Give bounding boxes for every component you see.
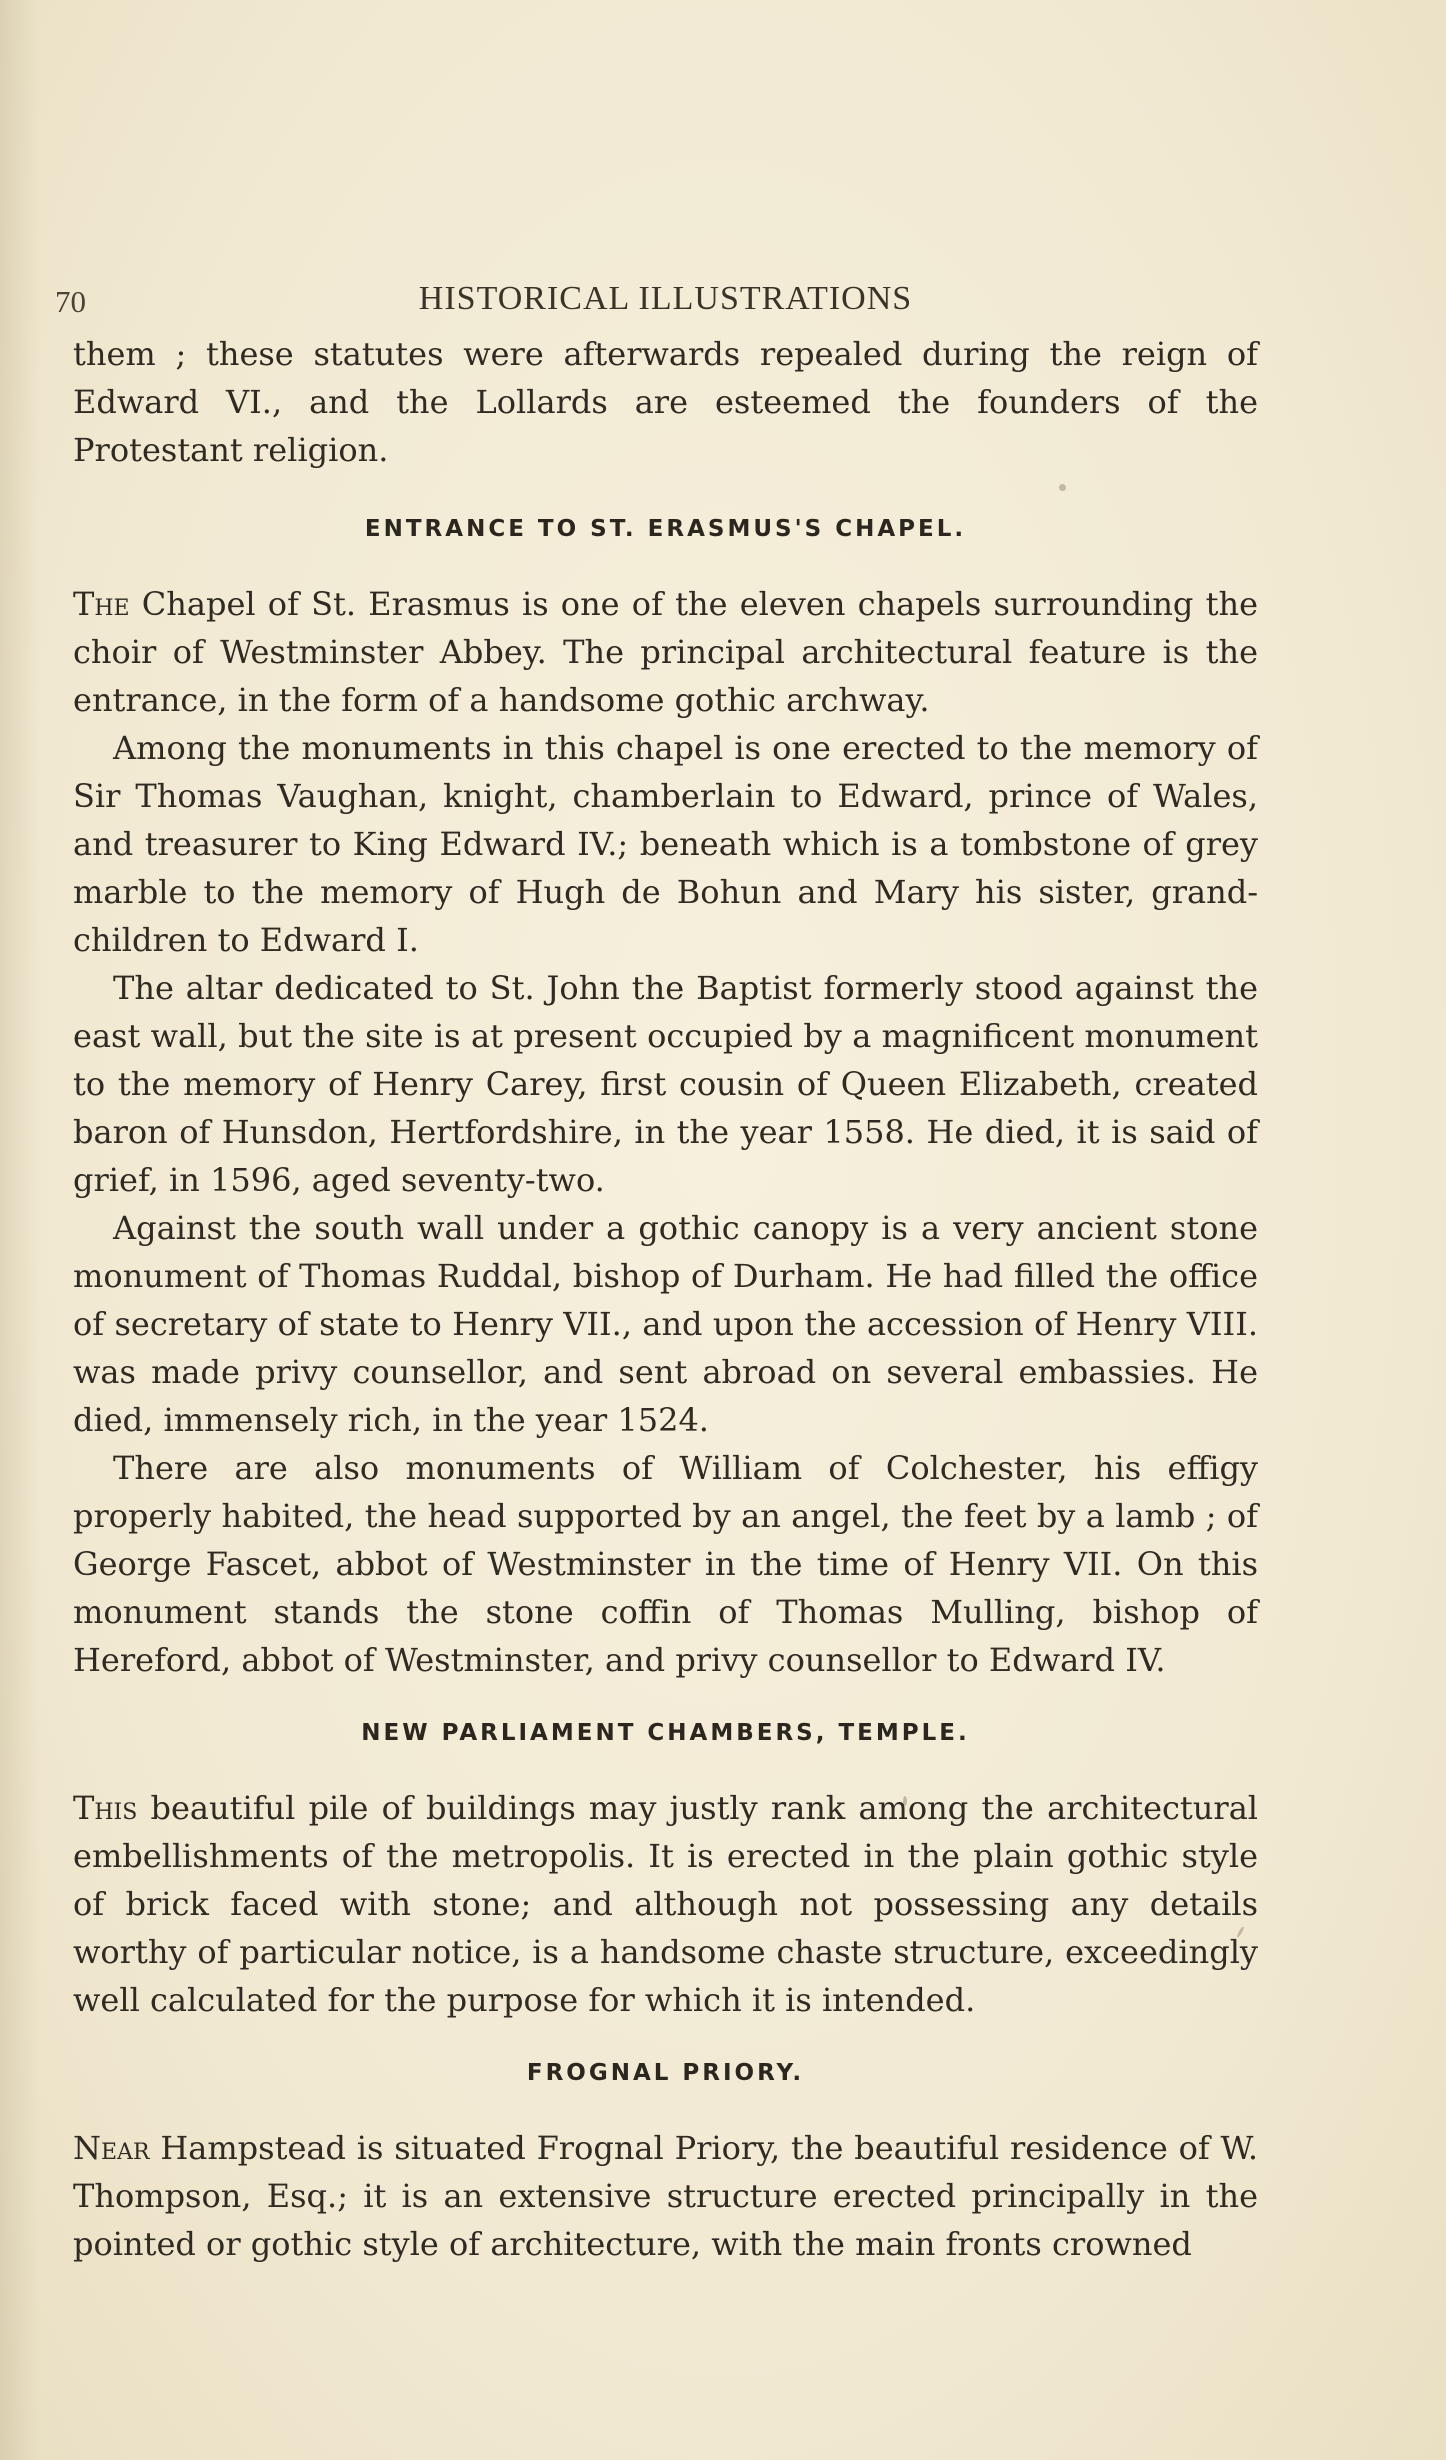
running-head-title: HISTORICAL ILLUSTRATIONS <box>418 280 913 317</box>
page-content <box>55 270 1258 2268</box>
lead-word: The <box>73 585 130 623</box>
paragraph-text: Chapel of St. Erasmus is one of the eleven chapels surrounding the choir of Westminster Abbey. The principal architectural feature is the entrance, in the form of a handsome gothic archway. <box>73 585 1258 719</box>
section-heading-parliament-chambers: NEW PARLIAMENT CHAMBERS, TEMPLE. <box>361 1720 970 1746</box>
section-paragraph: The altar dedicated to St. John the Baptist formerly stood against the east wall, but the site is at present occupied by a magnificent monument to the memory of Henry Carey, first cousin of Queen Elizabeth, created baron of Hunsdon, Hertfordshire, in the year 1558. He died, it is said of grief, in 1596, aged seventy-two. <box>73 969 1258 1199</box>
section-paragraph: Against the south wall under a gothic canopy is a very ancient stone monument of Thomas Ruddal, bishop of Durham. He had filled the office of secretary of state to Henry VII., and upon the accession of Henry VIII. was made privy counsellor, and sent abroad on several embassies. He died, immensely rich, in the year 1524. <box>73 1209 1258 1439</box>
lead-word: This <box>73 1789 138 1827</box>
section-paragraph: There are also monuments of William of Colchester, his effigy properly habited, the head supported by an angel, the feet by a lamb ; of George Fascet, abbot of Westminster in the time of Henry VII. On this monument stands the stone coffin of Thomas Mulling, bishop of Hereford, abbot of Westminster, and privy counsellor to Edward IV. <box>73 1449 1258 1679</box>
section-paragraph <box>73 1784 1258 2024</box>
paragraph-text: Hampstead is situated Frognal Priory, the beautiful residence of W. Thompson, Esq.; it is an extensive structure erected principally in the pointed or gothic style of architecture, with the main fronts crowned <box>73 2129 1258 2263</box>
page-number: 70 <box>55 284 86 319</box>
lead-word: Near <box>73 2129 150 2167</box>
section-paragraph <box>73 2124 1258 2268</box>
running-head <box>55 270 1258 330</box>
intro-paragraph: them ; these statutes were afterwards repealed during the reign of Edward VI., and the Lollards are esteemed the founders of the Protestant religion. <box>73 335 1258 469</box>
section-paragraph: Among the monuments in this chapel is one erected to the memory of Sir Thomas Vaughan, knight, chamberlain to Edward, prince of Wales, and treasurer to King Edward IV.; beneath which is a tombstone of grey marble to the memory of Hugh de Bohun and Mary his sister, grand-children to Edward I. <box>73 729 1258 959</box>
paragraph-text: beautiful pile of buildings may justly rank among the architectural embellishments of the metropolis. It is erected in the plain gothic style of brick faced with stone; and although not possessing any details worthy of particular notice, is a handsome chaste structure, exceedingly well calculated for the purpose for which it is intended. <box>73 1789 1258 2019</box>
gutter-shadow <box>0 0 40 2460</box>
section-heading-frognal-priory: FROGNAL PRIORY. <box>526 2060 805 2086</box>
section-heading-st-erasmus: ENTRANCE TO ST. ERASMUS'S CHAPEL. <box>364 516 967 542</box>
section-paragraph <box>73 580 1258 724</box>
